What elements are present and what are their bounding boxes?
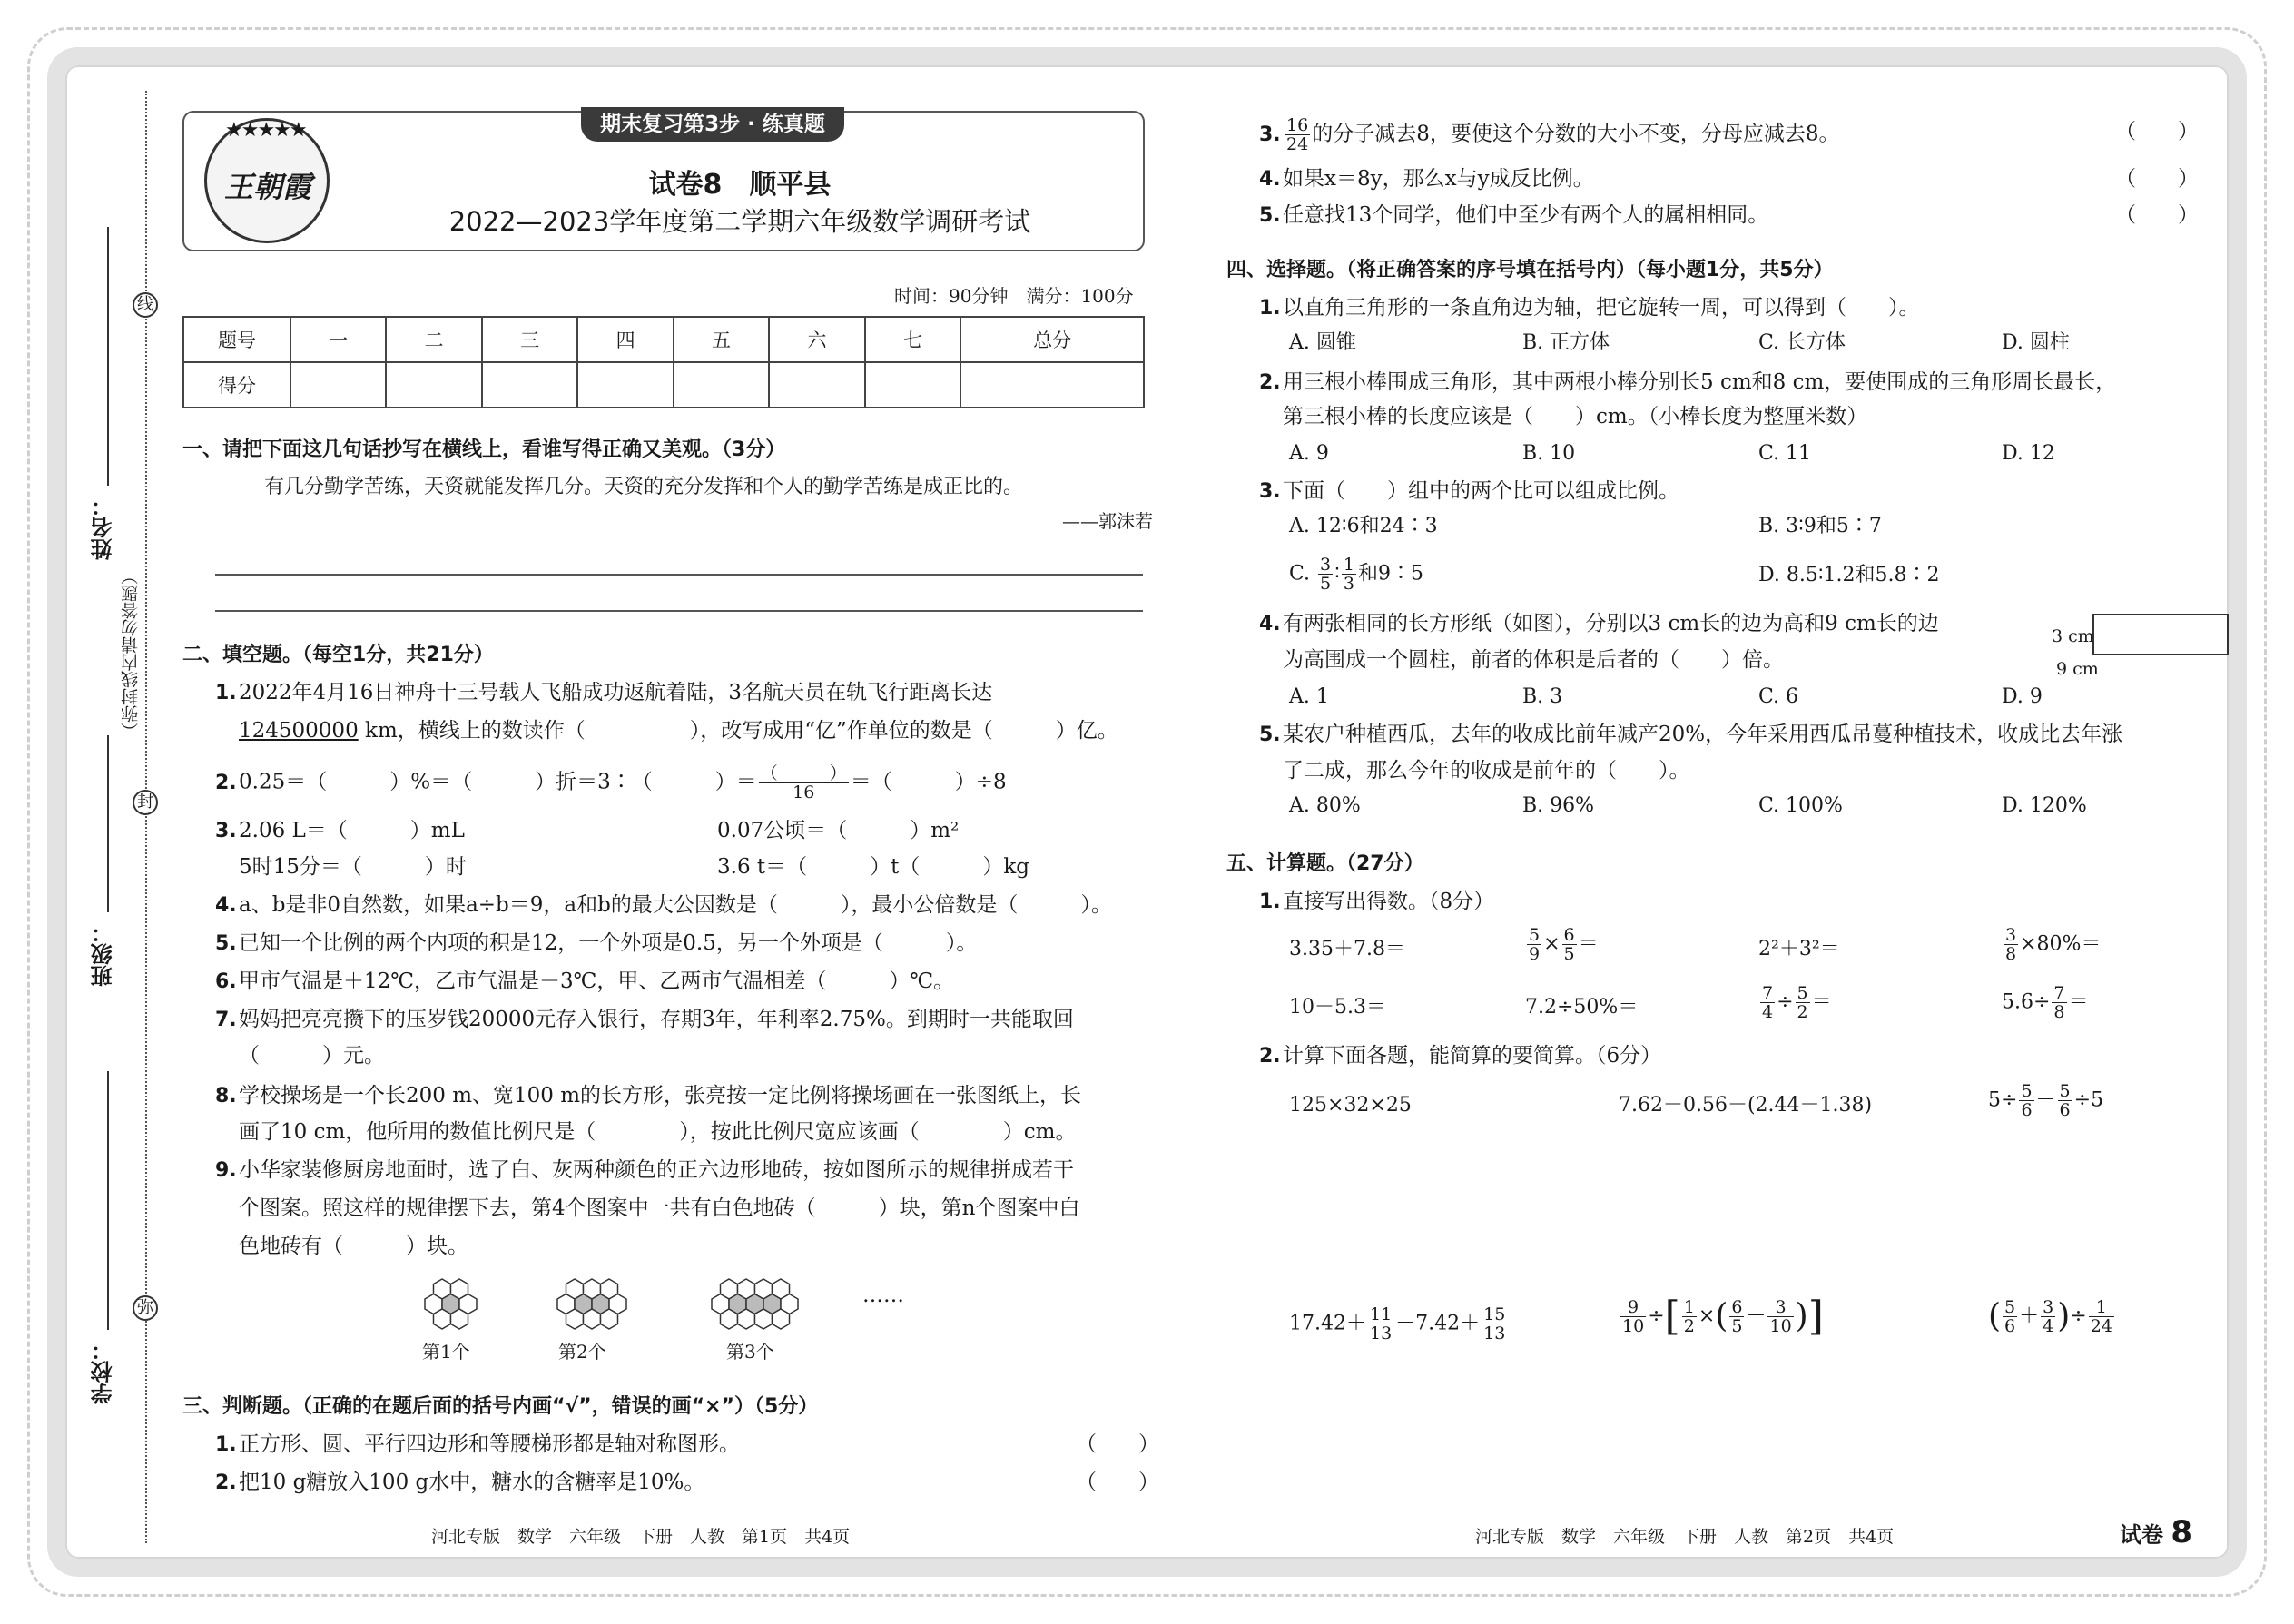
calc-5: 10－5.3＝ [1289, 996, 1386, 1019]
score-cell[interactable] [577, 362, 673, 408]
writing-line-2[interactable] [215, 610, 1143, 612]
quote-author: ——郭沫若 [1062, 510, 1153, 532]
header-banner: 期末复习第3步 · 练真题 [581, 107, 844, 142]
fill-q1: 1. 2022年4月16日神舟十三号载人飞船成功返航着陆，3名航天员在轨飞行距离长达 [215, 681, 993, 704]
score-cell[interactable] [865, 362, 960, 408]
section-2-title: 二、填空题。（每空1分，共21分） [182, 644, 494, 666]
section-1-title: 一、请把下面这几句话抄写在横线上，看谁写得正确又美观。（3分） [182, 438, 786, 461]
fill-q3d: 3.6 t＝（ ）t（ ）kg [717, 855, 1030, 879]
calc-4: $\frac{3}{8}$ ×80%＝ [2005, 925, 2102, 964]
name-label: 姓名： [91, 495, 116, 560]
pattern-label-1: 第1个 [422, 1341, 470, 1363]
choice-q4-b[interactable]: B. 3 [1522, 685, 1563, 708]
judge-q1-paren[interactable]: （ ） [1076, 1432, 1159, 1456]
fill-q7: 7. 妈妈把亮亮攒下的压岁钱20000元存入银行，存期3年，年利率2.75%。到期时一共能取回 [215, 1008, 1074, 1031]
choice-q3-c[interactable]: C. $\frac{3}{5}$ ∶ $\frac{1}{3}$ 和9∶5 [1289, 555, 1423, 594]
score-value-row [183, 362, 1144, 408]
section-3-title: 三、判断题。（正确的在题后面的括号内画“√”，错误的画“×”）（5分） [182, 1395, 819, 1418]
exam-title: 试卷8 顺平县 [648, 169, 832, 201]
choice-q1: 1. 以直角三角形的一条直角边为轴，把它旋转一周，可以得到（ ）。 [1259, 296, 1920, 320]
choice-q2: 2. 用三根小棒围成三角形，其中两根小棒分别长5 cm和8 cm，要使围成的三角形周长最长， [1259, 370, 2117, 394]
choice-q5-c[interactable]: C. 100% [1758, 794, 1843, 817]
logo-text: 王朝霞 [223, 170, 311, 204]
score-col: 五 [674, 317, 769, 362]
fill-q2: 2. 0.25＝（ ）%＝（ ）折＝3∶（ ）＝ $\frac{( )}{16}$ ＝（ ）÷8 [215, 763, 1007, 802]
pattern-label-2: 第2个 [558, 1341, 606, 1363]
score-col: 六 [769, 317, 864, 362]
pattern-3 [712, 1279, 798, 1329]
judge-q5: 5. 任意找13个同学，他们中至少有两个人的属相相同。 [1259, 203, 1769, 227]
calc-3: 2²＋3²＝ [1758, 938, 1840, 960]
calc-1: 3.35＋7.8＝ [1289, 938, 1405, 960]
class-blank[interactable] [107, 735, 109, 912]
seal-notice: （弥封线内请勿答题） [121, 567, 141, 740]
section-5-title: 五、计算题。（27分） [1226, 852, 1424, 875]
exam-subtitle: 2022—2023学年度第二学期六年级数学调研考试 [448, 206, 1031, 237]
score-table [182, 316, 1145, 408]
choice-q4: 4. 有两张相同的长方形纸（如图），分别以3 cm长的边为高和9 cm长的边 [1259, 612, 1939, 635]
binding-margin [0, 0, 172, 1624]
judge-q3: 3. $\frac{16}{24}$ 的分子减去8，要使这个分数的大小不变，分母应减去8。 [1259, 115, 1840, 154]
judge-q4-paren[interactable]: （ ） [2115, 167, 2199, 191]
choice-q4-d[interactable]: D. 9 [2002, 685, 2043, 708]
seal-mark-xian: 线 [133, 292, 158, 318]
name-blank[interactable] [107, 227, 109, 486]
fill-q5: 5. 已知一个比例的两个内项的积是12，一个外项是0.5，另一个外项是（ ）。 [215, 931, 978, 955]
expr-5: $\frac{9}{10}$ ÷[ $\frac{1}{2}$ ×( $\frac{6}{5}$ － $\frac{3}{10}$ )] [1622, 1293, 1824, 1340]
fill-q8: 8. 学校操场是一个长200 m、宽100 m的长方形，张亮按一定比例将操场画在一张图纸上，长 [215, 1084, 1082, 1107]
score-cell[interactable] [386, 362, 481, 408]
expr-2: 7.62－0.56－(2.44－1.38) [1619, 1094, 1873, 1117]
fill-q3c: 5时15分＝（ ）时 [239, 855, 467, 879]
school-label: 学校： [91, 1339, 116, 1404]
choice-q1-d[interactable]: D. 圆柱 [2002, 331, 2070, 354]
pattern-ellipsis: …… [862, 1284, 904, 1307]
choice-q2-b[interactable]: B. 10 [1522, 442, 1576, 465]
fill-q9-cont: 个图案。照这样的规律摆下去，第4个图案中一共有白色地砖（ ）块，第n个图案中白 [239, 1196, 1080, 1220]
exam-time: 时间：90分钟 满分：100分 [894, 285, 1134, 307]
logo-stars: ★★★★★ [225, 119, 306, 142]
calc-8: 5.6÷ $\frac{7}{8}$ ＝ [2002, 983, 2089, 1022]
right-page [1221, 0, 2201, 1624]
score-cell[interactable] [674, 362, 769, 408]
score-col: 七 [865, 317, 960, 362]
choice-q3: 3. 下面（ ）组中的两个比可以组成比例。 [1259, 479, 1679, 503]
choice-q3-b[interactable]: B. 3∶9和5∶7 [1758, 515, 1882, 537]
calc-part-1: 1. 直接写出得数。（8分） [1259, 890, 1495, 913]
score-cell[interactable] [482, 362, 577, 408]
score-cell[interactable] [290, 362, 386, 408]
score-col: 总分 [960, 317, 1144, 362]
copy-quote: 有几分勤学苦练，天资就能发挥几分。天资的充分发挥和个人的勤学苦练是成正比的。 [264, 476, 1024, 498]
school-blank[interactable] [107, 1071, 109, 1330]
score-row-label: 得分 [183, 362, 290, 408]
class-label: 班级： [91, 921, 116, 987]
choice-q2-cont: 第三根小棒的长度应该是（ ）cm。（小棒长度为整厘米数） [1283, 405, 1868, 428]
score-cell[interactable] [960, 362, 1144, 408]
choice-q4-cont: 为高围成一个圆柱，前者的体积是后者的（ ）倍。 [1283, 648, 1784, 672]
calc-2: $\frac{5}{9}$ × $\frac{6}{5}$ ＝ [1529, 925, 1599, 964]
choice-q5-d[interactable]: D. 120% [2002, 794, 2087, 817]
rect-width-label: 9 cm [2056, 659, 2099, 679]
rectangle-paper-figure [2092, 614, 2229, 655]
choice-q3-d[interactable]: D. 8.5∶1.2和5.8∶2 [1758, 564, 1940, 586]
choice-q5-b[interactable]: B. 96% [1522, 794, 1595, 817]
choice-q1-c[interactable]: C. 长方体 [1758, 331, 1846, 354]
writing-line-1[interactable] [215, 574, 1143, 576]
choice-q4-c[interactable]: C. 6 [1758, 685, 1799, 708]
score-col: 四 [577, 317, 673, 362]
section-4-title: 四、选择题。（将正确答案的序号填在括号内）（每小题1分，共5分） [1226, 259, 1834, 281]
choice-q2-d[interactable]: D. 12 [2002, 442, 2055, 465]
expr-1: 125×32×25 [1289, 1094, 1412, 1117]
score-cell[interactable] [769, 362, 864, 408]
left-page [177, 0, 1159, 1624]
footer-left: 河北专版 数学 六年级 下册 人教 第1页 共4页 [431, 1527, 851, 1547]
seal-mark-feng: 封 [133, 790, 158, 815]
fill-q4: 4. a、b是非0自然数，如果a÷b＝9，a和b的最大公因数是（ ），最小公倍数是（ ）。 [215, 893, 1112, 917]
score-col: 一 [290, 317, 386, 362]
score-col: 二 [386, 317, 481, 362]
expr-4: 17.42＋ $\frac{11}{13}$ －7.42＋ $\frac{15}{13}$ [1289, 1304, 1506, 1343]
fill-q1-cont: 124500000 km，横线上的数读作（ ），改写成用“亿”作单位的数是（ ）亿。 [239, 719, 1118, 743]
fill-q3a: 3. 2.06 L＝（ ）mL [215, 819, 465, 842]
fill-q3b: 0.07公顷＝（ ）m² [717, 819, 960, 842]
score-col: 三 [482, 317, 577, 362]
seal-mark-mi: 弥 [133, 1295, 158, 1321]
choice-q2-a[interactable]: A. 9 [1289, 442, 1329, 465]
choice-q5-cont: 了二成，那么今年的收成是前年的（ ）。 [1283, 759, 1690, 782]
hexagon-pattern-figure [420, 1271, 892, 1343]
judge-q2-paren[interactable]: （ ） [1076, 1471, 1159, 1494]
calc-7: $\frac{7}{4}$ ÷ $\frac{5}{2}$ ＝ [1762, 983, 1832, 1022]
choice-q3-a[interactable]: A. 12∶6和24∶3 [1289, 515, 1438, 537]
choice-q1-a[interactable]: A. 圆锥 [1289, 331, 1356, 354]
fill-q6: 6. 甲市气温是＋12℃，乙市气温是－3℃，甲、乙两市气温相差（ ）℃。 [215, 969, 955, 993]
pattern-2 [557, 1279, 626, 1329]
choice-q1-b[interactable]: B. 正方体 [1522, 331, 1610, 354]
judge-q1: 1. 正方形、圆、平行四边形和等腰梯形都是轴对称图形。 [215, 1432, 740, 1456]
judge-q5-paren[interactable]: （ ） [2115, 203, 2199, 227]
judge-q3-paren[interactable]: （ ） [2115, 120, 2199, 143]
calc-part-2: 2. 计算下面各题，能简算的要简算。（6分） [1259, 1044, 1662, 1068]
footer-right: 河北专版 数学 六年级 下册 人教 第2页 共4页 [1475, 1527, 1895, 1547]
expr-6: ( $\frac{5}{6}$ ＋ $\frac{3}{4}$ )÷ $\frac{1}{24}$ [1988, 1297, 2112, 1336]
pattern-1 [425, 1279, 477, 1329]
score-row-label: 题号 [183, 317, 290, 362]
expr-3: 5÷ $\frac{5}{6}$ － $\frac{5}{6}$ ÷5 [1988, 1081, 2104, 1120]
rect-height-label: 3 cm [2052, 626, 2094, 646]
pattern-label-3: 第3个 [726, 1341, 774, 1363]
choice-q5-a[interactable]: A. 80% [1289, 794, 1361, 817]
paper-tag: 试卷 8 [2120, 1514, 2193, 1550]
logo-badge [204, 118, 330, 243]
judge-q4: 4. 如果x＝8y，那么x与y成反比例。 [1259, 167, 1594, 191]
fill-q8-cont: 画了10 cm，他所用的数值比例尺是（ ），按此比例尺宽应该画（ ）cm。 [239, 1120, 1077, 1144]
choice-q4-a[interactable]: A. 1 [1289, 685, 1329, 708]
judge-q2: 2. 把10 g糖放入100 g水中，糖水的含糖率是10%。 [215, 1471, 705, 1494]
score-header-row [183, 317, 1144, 362]
fill-q7-cont: （ ）元。 [239, 1044, 385, 1068]
fill-q9-cont2: 色地砖有（ ）块。 [239, 1235, 468, 1258]
choice-q5: 5. 某农户种植西瓜，去年的收成比前年减产20%，今年采用西瓜吊蔓种植技术，收成比去年涨 [1259, 723, 2123, 746]
calc-6: 7.2÷50%＝ [1525, 996, 1639, 1019]
fill-q9: 9. 小华家装修厨房地面时，选了白、灰两种颜色的正六边形地砖，按如图所示的规律拼成若干 [215, 1158, 1074, 1182]
choice-q2-c[interactable]: C. 11 [1758, 442, 1812, 465]
